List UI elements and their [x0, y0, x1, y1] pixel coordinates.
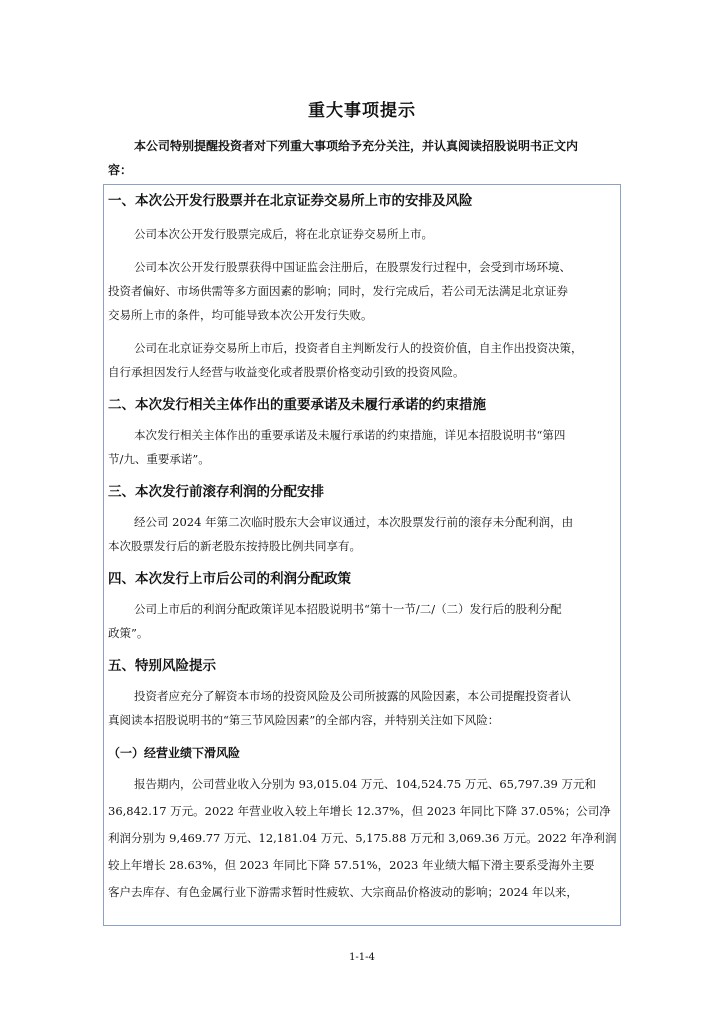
- paragraph-line: 利润分别为 9,469.77 万元、12,181.04 万元、5,175.88 万元和 3,069.36 万元。2022 年净利润: [108, 831, 617, 845]
- paragraph-line: 节/九、重要承诺”。: [108, 452, 210, 466]
- section-heading: 一、本次公开发行股票并在北京证券交易所上市的安排及风险: [108, 193, 473, 209]
- paragraph-line: 报告期内，公司营业收入分别为 93,015.04 万元、104,524.75 万元、65,797.39 万元和: [134, 777, 597, 791]
- paragraph: [108, 684, 618, 732]
- intro-paragraph: [108, 134, 618, 182]
- page-number: 1-1-4: [349, 952, 375, 963]
- paragraph-line: 36,842.17 万元。2022 年营业收入较上年增长 12.37%，但 2023 年同比下降 37.05%；公司净: [108, 804, 611, 818]
- paragraph-line: 经公司 2024 年第二次临时股东大会审议通过，本次股票发行前的滚存未分配利润，由: [134, 515, 574, 529]
- paragraph-line: 自行承担因发行人经营与收益变化或者股票价格变动引致的投资风险。: [108, 365, 465, 379]
- intro-line: 容：: [108, 163, 133, 177]
- paragraph-line: 公司上市后的利润分配政策详见本招股说明书“第十一节/二/（二）发行后的股利分配: [134, 602, 562, 616]
- section-heading: 二、本次发行相关主体作出的重要承诺及未履行承诺的约束措施: [108, 397, 486, 413]
- paragraph-line: 交易所上市的条件，均可能导致本次公开发行失败。: [108, 308, 373, 322]
- paragraph-line: 公司本次公开发行股票完成后，将在北京证券交易所上市。: [134, 227, 433, 241]
- paragraph: [108, 510, 618, 558]
- paragraph-line: 投资者应充分了解资本市场的投资风险及公司所披露的风险因素，本公司提醒投资者认: [134, 689, 571, 703]
- paragraph-line: 较上年增长 28.63%，但 2023 年同比下降 57.51%，2023 年业绩大幅下滑主要系受海外主要: [108, 858, 595, 872]
- section-heading: 五、特别风险提示: [108, 658, 216, 674]
- paragraph: [108, 222, 618, 246]
- section-heading: 三、本次发行前滚存利润的分配安排: [108, 484, 324, 500]
- paragraph-line: 公司在北京证券交易所上市后，投资者自主判断发行人的投资价值，自主作出投资决策，: [134, 341, 583, 355]
- paragraph-line: 真阅读本招股说明书的“第三节风险因素”的全部内容，并特别关注如下风险：: [108, 713, 500, 727]
- paragraph-line: 投资者偏好、市场供需等多方面因素的影响；同时，发行完成后，若公司无法满足北京证券: [108, 284, 568, 298]
- paragraph: [108, 336, 618, 384]
- paragraph-line: 政策”。: [108, 626, 149, 640]
- subsection-heading: （一）经营业绩下滑风险: [108, 746, 241, 760]
- paragraph-line: 本次股票发行后的新老股东按持股比例共同享有。: [108, 539, 361, 553]
- paragraph-line: 公司本次公开发行股票获得中国证监会注册后，在股票发行过程中，会受到市场环境、: [134, 260, 571, 274]
- paragraph: [108, 597, 618, 645]
- paragraph: [108, 423, 618, 471]
- paragraph: [108, 771, 618, 906]
- page-title: 重大事项提示: [308, 101, 416, 121]
- paragraph: [108, 255, 618, 327]
- section-heading: 四、本次发行上市后公司的利润分配政策: [108, 571, 351, 587]
- intro-line: 本公司特别提醒投资者对下列重大事项给予充分关注，并认真阅读招股说明书正文内: [134, 139, 579, 153]
- paragraph-line: 本次发行相关主体作出的重要承诺及未履行承诺的约束措施，详见本招股说明书“第四: [134, 428, 566, 442]
- notice-content: [108, 186, 618, 906]
- paragraph-line: 客户去库存、有色金属行业下游需求暂时性疲软、大宗商品价格波动的影响；2024 年以来，: [108, 885, 578, 899]
